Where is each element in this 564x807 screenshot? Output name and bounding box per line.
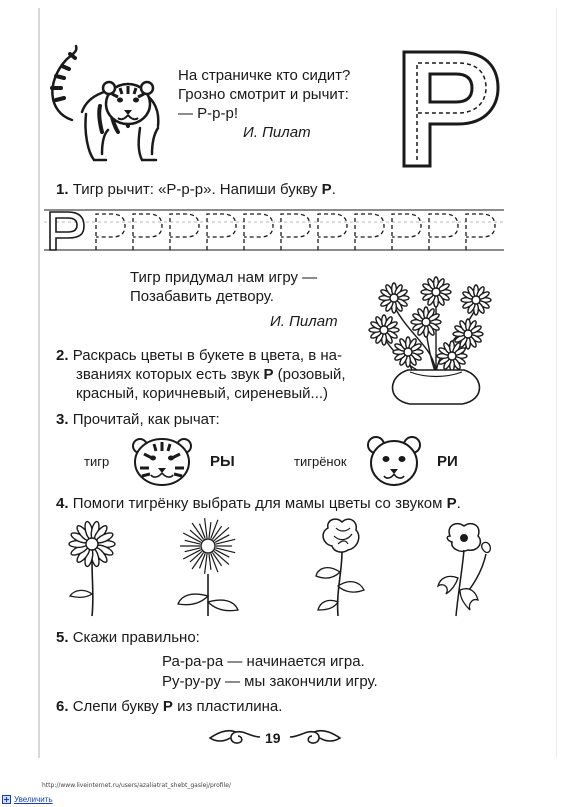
task2-text-1: Раскрась цветы в букете в цвета, в на-	[72, 347, 343, 364]
task1-number: 1.	[56, 181, 69, 198]
dashed-letter-trace	[207, 214, 236, 250]
source-url: http://www.liveinternet.ru/users/azaliatrat_shebt_gaslej/profile/	[42, 782, 231, 789]
task2-line-1	[56, 346, 342, 365]
task5-number: 5.	[56, 629, 69, 646]
cub-word: тигрёнок	[294, 454, 347, 469]
copybook-row	[44, 204, 504, 256]
task6-letter: Р	[162, 698, 173, 715]
tiger-head-icon	[126, 432, 198, 488]
zoom-control[interactable]	[2, 795, 53, 804]
dashed-letter-trace	[318, 214, 347, 250]
task3-text: Прочитай, как рычат:	[72, 411, 220, 428]
task5	[56, 628, 200, 647]
dashed-letter-trace	[392, 214, 421, 250]
ornament-left-icon	[206, 726, 262, 748]
poem2-author: И. Пилат	[270, 313, 338, 330]
task2-line-3: красный, коричневый, сиреневый...)	[76, 385, 329, 402]
task6-number: 6.	[56, 698, 69, 715]
zoom-icon[interactable]	[2, 795, 11, 804]
task6-text: Слепи букву	[72, 698, 163, 715]
tiger-sound: РЫ	[210, 453, 235, 470]
poem1-author: И. Пилат	[243, 124, 311, 141]
flower-center	[390, 294, 398, 302]
flower-center	[404, 348, 412, 356]
dashed-letter-trace	[96, 214, 125, 250]
task5-text: Скажи правильно:	[72, 629, 200, 646]
petal	[200, 554, 206, 569]
task2-text-2-end: (розовый,	[273, 366, 346, 383]
dashed-letter-trace	[355, 214, 384, 250]
task2-line-2	[76, 365, 346, 384]
task1-text-end: .	[331, 181, 336, 198]
dashed-letter-trace	[466, 214, 495, 250]
flower-center	[432, 288, 440, 296]
task6	[56, 697, 282, 716]
dashed-letter-trace	[281, 214, 310, 250]
bouquet-illustration	[360, 272, 512, 412]
dashed-letter-trace	[429, 214, 458, 250]
petal	[205, 554, 207, 574]
petal	[205, 518, 207, 538]
poem1-line-1: На страничке кто сидит?	[178, 67, 351, 84]
dashed-letter-trace	[170, 214, 199, 250]
ornament-right-icon	[288, 726, 344, 748]
page-number: 19	[265, 730, 281, 746]
petal	[200, 524, 206, 539]
task5-line-2: Ру-ру-ру — мы закончили игру.	[162, 673, 378, 690]
flower-center	[472, 296, 480, 304]
task1-letter: Р	[321, 181, 332, 198]
tiger-word: тигр	[84, 454, 110, 469]
task5-line-1: Ра-ра-ра — начинается игра.	[162, 653, 365, 670]
task4-text: Помоги тигрёнку выбрать для мамы цветы со звуком	[72, 495, 447, 512]
cub-sound: РИ	[437, 453, 458, 470]
task1	[56, 180, 336, 199]
flower-center	[448, 352, 456, 360]
task1-text: Тигр рычит: «Р-р-р». Напиши букву	[72, 181, 322, 198]
rose-flower	[306, 514, 376, 618]
dashed-letter-trace	[133, 214, 162, 250]
petal	[209, 554, 211, 570]
tiger-illustration	[42, 42, 170, 170]
poem1-line-2: Грозно смотрит и рычит:	[178, 86, 349, 103]
flower-center	[464, 330, 472, 338]
poem2-line-2: Позабавить детвору.	[130, 288, 274, 305]
poppy-flower	[432, 518, 502, 618]
task4-number: 4.	[56, 495, 69, 512]
poem1-line-3: — Р-р-р!	[178, 105, 239, 122]
aster-flower	[172, 518, 244, 618]
dashed-letter-trace	[244, 214, 273, 250]
poem2-line-1: Тигр придумал нам игру —	[130, 269, 318, 286]
flower-center	[86, 538, 98, 550]
task6-text-end: из пластилина.	[172, 698, 283, 715]
task3-number: 3.	[56, 411, 69, 428]
chamomile-flower	[56, 518, 126, 618]
task2-number: 2.	[56, 347, 69, 364]
task2-letter: Р	[263, 366, 274, 383]
zoom-link[interactable]: Увеличить	[14, 795, 53, 804]
petal	[209, 522, 211, 538]
cub-head-icon	[364, 432, 424, 488]
flower-center	[422, 318, 430, 326]
task4	[56, 494, 461, 513]
task4-letter: Р	[446, 495, 457, 512]
task3	[56, 410, 220, 429]
flower-center	[380, 326, 388, 334]
big-letter-tracing	[398, 46, 502, 170]
task4-text-end: .	[456, 495, 461, 512]
task2-text-2: званиях которых есть звук	[76, 366, 264, 383]
